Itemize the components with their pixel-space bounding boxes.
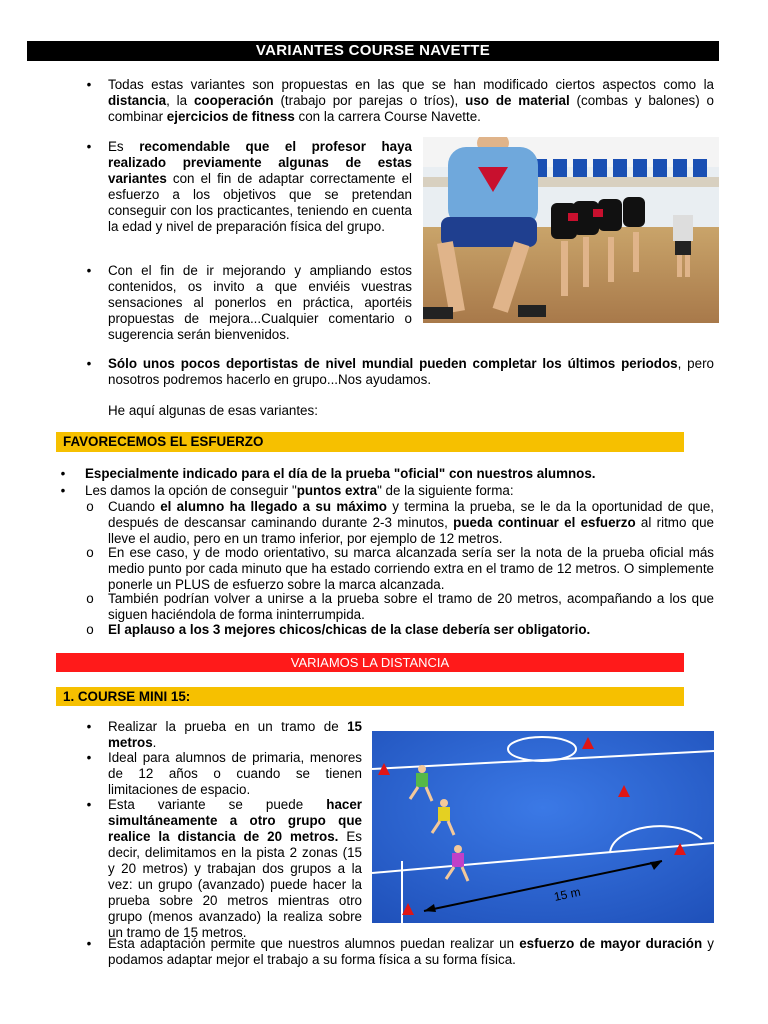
esfuerzo-sub-2: En ese caso, y de modo orientativo, su marca alcanzada sería ser la nota de la prueba oficial más medio punto por cada minuto que ha estado corriendo extra en el tramo de 12 metros. O simplemente ponerle un PLUS de esfuerzo sobre la marca alcanzada. bbox=[108, 545, 714, 592]
intro-paragraph-2: Es recomendable que el profesor haya realizado previamente algunas de estas variantes con el fin de adaptar correctamente el esfuerzo a los objetivos que se pretendan conseguir con los practicantes, teniendo en cuenta la edad y nivel de preparación física del grupo. bbox=[108, 139, 412, 234]
bullet-marker: • bbox=[60, 483, 66, 498]
distance-label: 15 m bbox=[552, 884, 582, 904]
runners-photo-illustration bbox=[423, 137, 719, 323]
court-diagram-illustration bbox=[372, 731, 714, 923]
mini15-bullet-4: Esta adaptación permite que nuestros alumnos puedan realizar un esfuerzo de mayor duración y podamos adaptar mejor el trabajo a su forma física a su forma física. bbox=[108, 936, 714, 967]
mini15-bullet-1: Realizar la prueba en un tramo de 15 metros. bbox=[108, 719, 362, 750]
court-diagram bbox=[372, 731, 714, 923]
bullet-marker: • bbox=[86, 356, 92, 371]
mini15-bullet-2: Ideal para alumnos de primaria, menores de 12 años o cuando se tienen limitaciones de espacio. bbox=[108, 750, 362, 797]
intro-paragraph-3: Con el fin de ir mejorando y ampliando estos contenidos, os invito a que enviéis vuestras sensaciones al ponerlos en práctica, aportéis propuestas de mejora...Cualquier comentario o sugerencia serán bienvenidos. bbox=[108, 263, 412, 342]
bullet-marker: • bbox=[86, 797, 92, 812]
sub-bullet-marker: o bbox=[86, 499, 94, 514]
bullet-marker: • bbox=[86, 719, 92, 734]
intro-paragraph-1: Todas estas variantes son propuestas en las que se han modificado ciertos aspectos como la distancia, la cooperación (trabajo por parejas o tríos), uso de material (combas y balones) o combinar ejercicios de fitness con la carrera Course Navette. bbox=[108, 77, 714, 124]
esfuerzo-bullet-1: Especialmente indicado para el día de la prueba "oficial" con nuestros alumnos. bbox=[85, 466, 596, 481]
sub-bullet-marker: o bbox=[86, 545, 94, 560]
bullet-marker: • bbox=[86, 139, 92, 154]
intro-paragraph-4: Sólo unos pocos deportistas de nivel mundial pueden completar los últimos periodos, pero nosotros podremos hacerlo en grupo...Nos ayudamos. bbox=[108, 356, 714, 387]
section-heading-esfuerzo: FAVORECEMOS EL ESFUERZO bbox=[56, 432, 684, 452]
sub-bullet-marker: o bbox=[86, 622, 94, 637]
bullet-marker: • bbox=[86, 77, 92, 92]
runners-photo bbox=[423, 137, 719, 323]
esfuerzo-bullet-2: Les damos la opción de conseguir "puntos extra" de la siguiente forma: bbox=[85, 483, 514, 498]
intro-paragraph-5: He aquí algunas de esas variantes: bbox=[108, 403, 318, 418]
bullet-marker: • bbox=[86, 263, 92, 278]
sub-bullet-marker: o bbox=[86, 591, 94, 606]
bullet-marker: • bbox=[86, 936, 92, 951]
bullet-marker: • bbox=[60, 466, 66, 481]
sub-heading-course-mini-15: 1. COURSE MINI 15: bbox=[56, 687, 684, 706]
esfuerzo-sub-3: También podrían volver a unirse a la prueba sobre el tramo de 20 metros, acompañando a los que siguen haciéndola de forma ininterrumpida. bbox=[108, 591, 714, 622]
section-heading-distancia: VARIAMOS LA DISTANCIA bbox=[56, 653, 684, 672]
page-title: VARIANTES COURSE NAVETTE bbox=[27, 41, 719, 61]
esfuerzo-sub-4: El aplauso a los 3 mejores chicos/chicas de la clase debería ser obligatorio. bbox=[108, 622, 591, 637]
mini15-bullet-3: Esta variante se puede hacer simultáneamente a otro grupo que realice la distancia de 20 metros. Es decir, delimitamos en la pista 2 zonas (15 y 20 metros) y trabajan dos grupos a la vez: un grupo (avanzado) puede hacer la prueba sobre 20 metros mientras otro grupo (menos avanzado) la realiza sobre un tramo de 15 metros. bbox=[108, 797, 362, 940]
esfuerzo-sub-1: Cuando el alumno ha llegado a su máximo y termina la prueba, se le da la oportunidad de que, después de descansar caminando durante 2-3 minutos, pueda continuar el esfuerzo al ritmo que lleve el audio, pero en un tramo inferior, por ejemplo de 12 metros. bbox=[108, 499, 715, 546]
bullet-marker: • bbox=[86, 750, 92, 765]
